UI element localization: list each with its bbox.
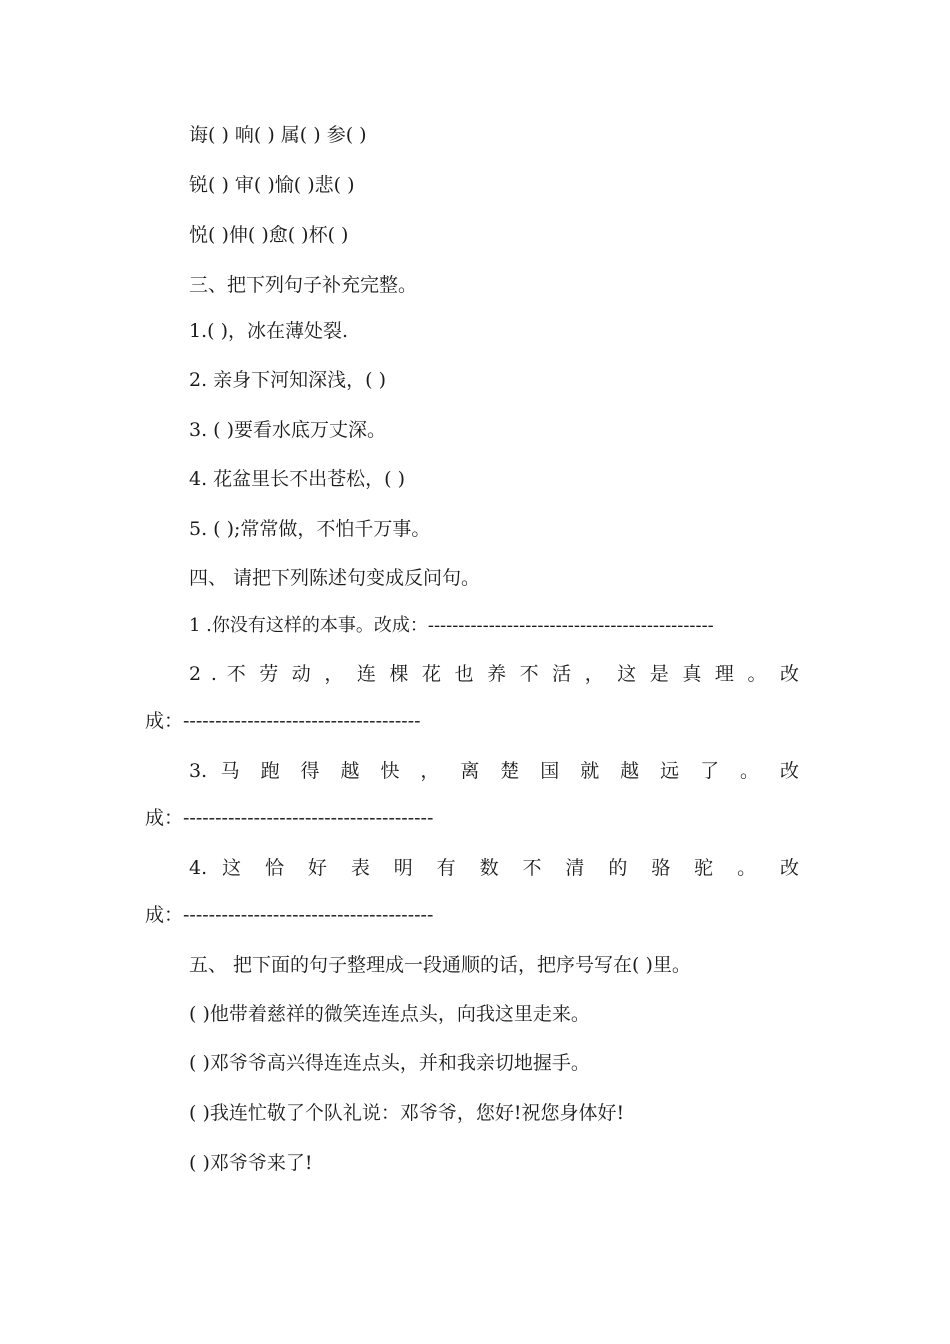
char-row-3: 悦( )伸( )愈( )杯( ) (189, 224, 349, 246)
char-row-2: 锐( ) 审( )愉( )悲( ) (189, 174, 355, 196)
section3-item-2: 2. 亲身下河知深浅，( ) (189, 369, 387, 391)
section3-item-1: 1.( )，冰在薄处裂. (189, 320, 349, 342)
section5-item-2: ( )邓爷爷高兴得连连点头，并和我亲切地握手。 (189, 1052, 590, 1074)
section4-item-4: 4. 这 恰 好 表 明 有 数 不 清 的 骆 驼 。 改 (189, 857, 799, 879)
section4-item-4-continuation: 成：--------------------------------------- (145, 904, 434, 926)
section3-item-3: 3. ( )要看水底万丈深。 (189, 419, 387, 441)
section4-item-2: 2 . 不 劳 动 ， 连 棵 花 也 养 不 活 ， 这 是 真 理 。 改 (189, 663, 799, 685)
section5-item-1: ( )他带着慈祥的微笑连连点头，向我这里走来。 (189, 1003, 590, 1025)
section3-item-5: 5. ( );常常做，不怕千万事。 (189, 518, 431, 540)
section3-heading: 三、把下列句子补充完整。 (189, 274, 418, 296)
section4-item-3: 3. 马 跑 得 越 快 ， 离 楚 国 就 越 远 了 。 改 (189, 760, 799, 782)
section5-item-3: ( )我连忙敬了个队礼说：邓爷爷，您好!祝您身体好! (189, 1102, 625, 1124)
section4-item-3-continuation: 成：--------------------------------------- (145, 807, 434, 829)
section3-item-4: 4. 花盆里长不出苍松，( ) (189, 468, 406, 490)
char-row-1: 诲( ) 响( ) 属( ) 参( ) (189, 124, 367, 146)
section4-heading: 四、 请把下列陈述句变成反问句。 (189, 567, 481, 589)
section4-item-1: 1 .你没有这样的本事。改成：----------------------------------------------- (189, 615, 714, 636)
section4-item-2-continuation: 成：------------------------------------- (145, 710, 421, 732)
section5-item-4: ( )邓爷爷来了! (189, 1152, 313, 1174)
section5-heading: 五、 把下面的句子整理成一段通顺的话，把序号写在( )里。 (189, 954, 691, 976)
